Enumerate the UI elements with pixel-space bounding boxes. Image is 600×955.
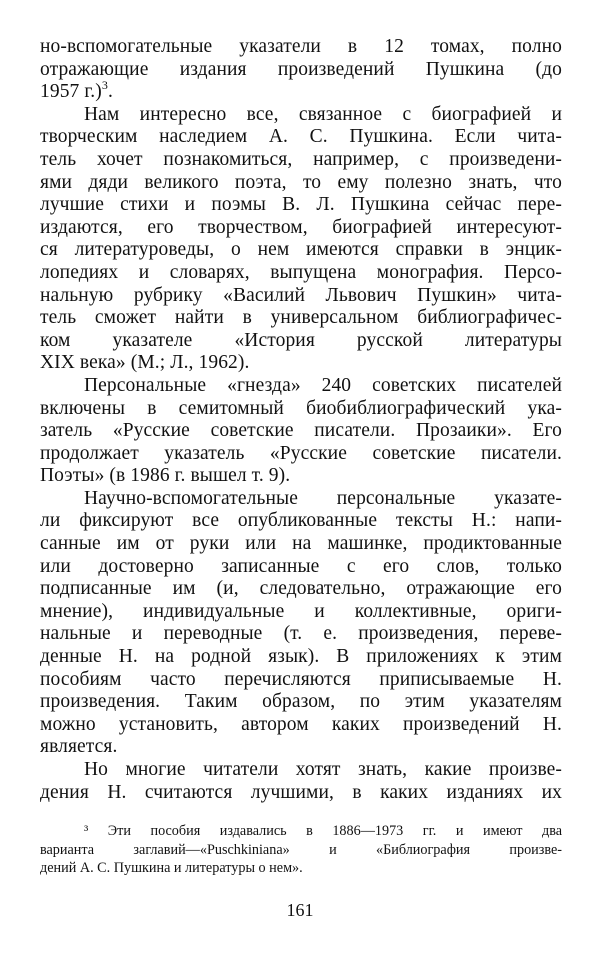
text-line: лопедиях и словарях, выпущена монография. Персо- [40,261,562,283]
text-line: тель сможет найти в универсальном библиографичес- [40,307,562,329]
page-number: 161 [286,900,314,920]
text-line: ком указателе «История русской литературы [40,329,562,351]
text-line: затель «Русские советские писатели. Прозаики». Его [40,420,562,442]
paragraph-start-line: Но многие читатели хотят знать, какие произве- [84,759,562,780]
text-line: продолжает указатель «Русские советские писатели. [40,442,562,464]
text-line: санные им от руки или на машинке, продиктованные [40,533,562,555]
text-line: подписанные им (и, следовательно, отражающие его [40,578,562,600]
text-line: 1957 г.)$^3$. [40,78,113,103]
text-line: но-вспомогательные указатели в 12 томах, полно [40,36,562,57]
page-body [40,36,562,804]
text-line: включены в семитомный биобиблиографический ука- [40,397,562,419]
text-line: нальные и переводные (т. е. произведения, переве- [40,623,562,645]
footnote-line: дений А. С. Пушкина и литературы о нем». [40,860,303,876]
text-line: издаются, его творчеством, биографией интересуют- [40,216,562,238]
text-line: творческим наследием А. С. Пушкина. Если чита- [40,126,562,148]
text-line: дения Н. считаются лучшими, в каких изданиях их [40,781,562,803]
text-line: нальную рубрику «Василий Львович Пушкин» чита- [40,284,562,306]
text-line: денные Н. на родной язык). В приложениях к этим [40,646,562,668]
text-line: произведения. Таким образом, по этим указателям [40,691,562,713]
text-line: лучшие стихи и поэмы В. Л. Пушкина сейчас пере- [40,194,562,216]
text-line: ями дяди великого поэта, то ему полезно знать, что [40,171,562,193]
text-line: XIX века» (М.; Л., 1962). [40,352,250,374]
footnote-line: варианта заглавий—«Puschkiniana» и «Библиография произве- [40,841,562,858]
paragraph-start-line: Научно-вспомогательные персональные указате- [84,487,562,509]
text-line: Поэты» (в 1986 г. вышел т. 9). [40,465,291,487]
footnote-reference: 3 [101,78,108,93]
paragraph-start-line: Персональные «гнезда» 240 советских писателей [84,374,562,396]
text-line: пособиям часто перечисляются приписываемые Н. [40,668,562,690]
text-line: можно установить, автором каких произведений Н. [40,713,562,735]
footnote-block [40,822,562,878]
text-line: тель хочет познакомиться, например, с произведени- [40,148,562,170]
text-line: мнение), индивидуальные и коллективные, ориги- [40,600,562,622]
text-line: ли фиксируют все опубликованные тексты Н.: напи- [40,510,562,532]
footnote-marker: ³ [84,823,89,839]
text-line: или достоверно записанные с его слов, только [40,555,562,577]
paragraph-start-line: Нам интересно все, связанное с биографией и [84,103,562,125]
text-line: является. [40,736,118,758]
footnote-text: Эти пособия издавались в 1886—1973 гг. и имеют два [107,823,563,839]
footnote-line [40,822,562,841]
text-line-content: 1957 г.) [40,81,102,103]
text-line: отражающие издания произведений Пушкина (до [40,58,562,80]
text-line: ся литературоведы, о нем имеются справки в энцик- [40,239,562,261]
